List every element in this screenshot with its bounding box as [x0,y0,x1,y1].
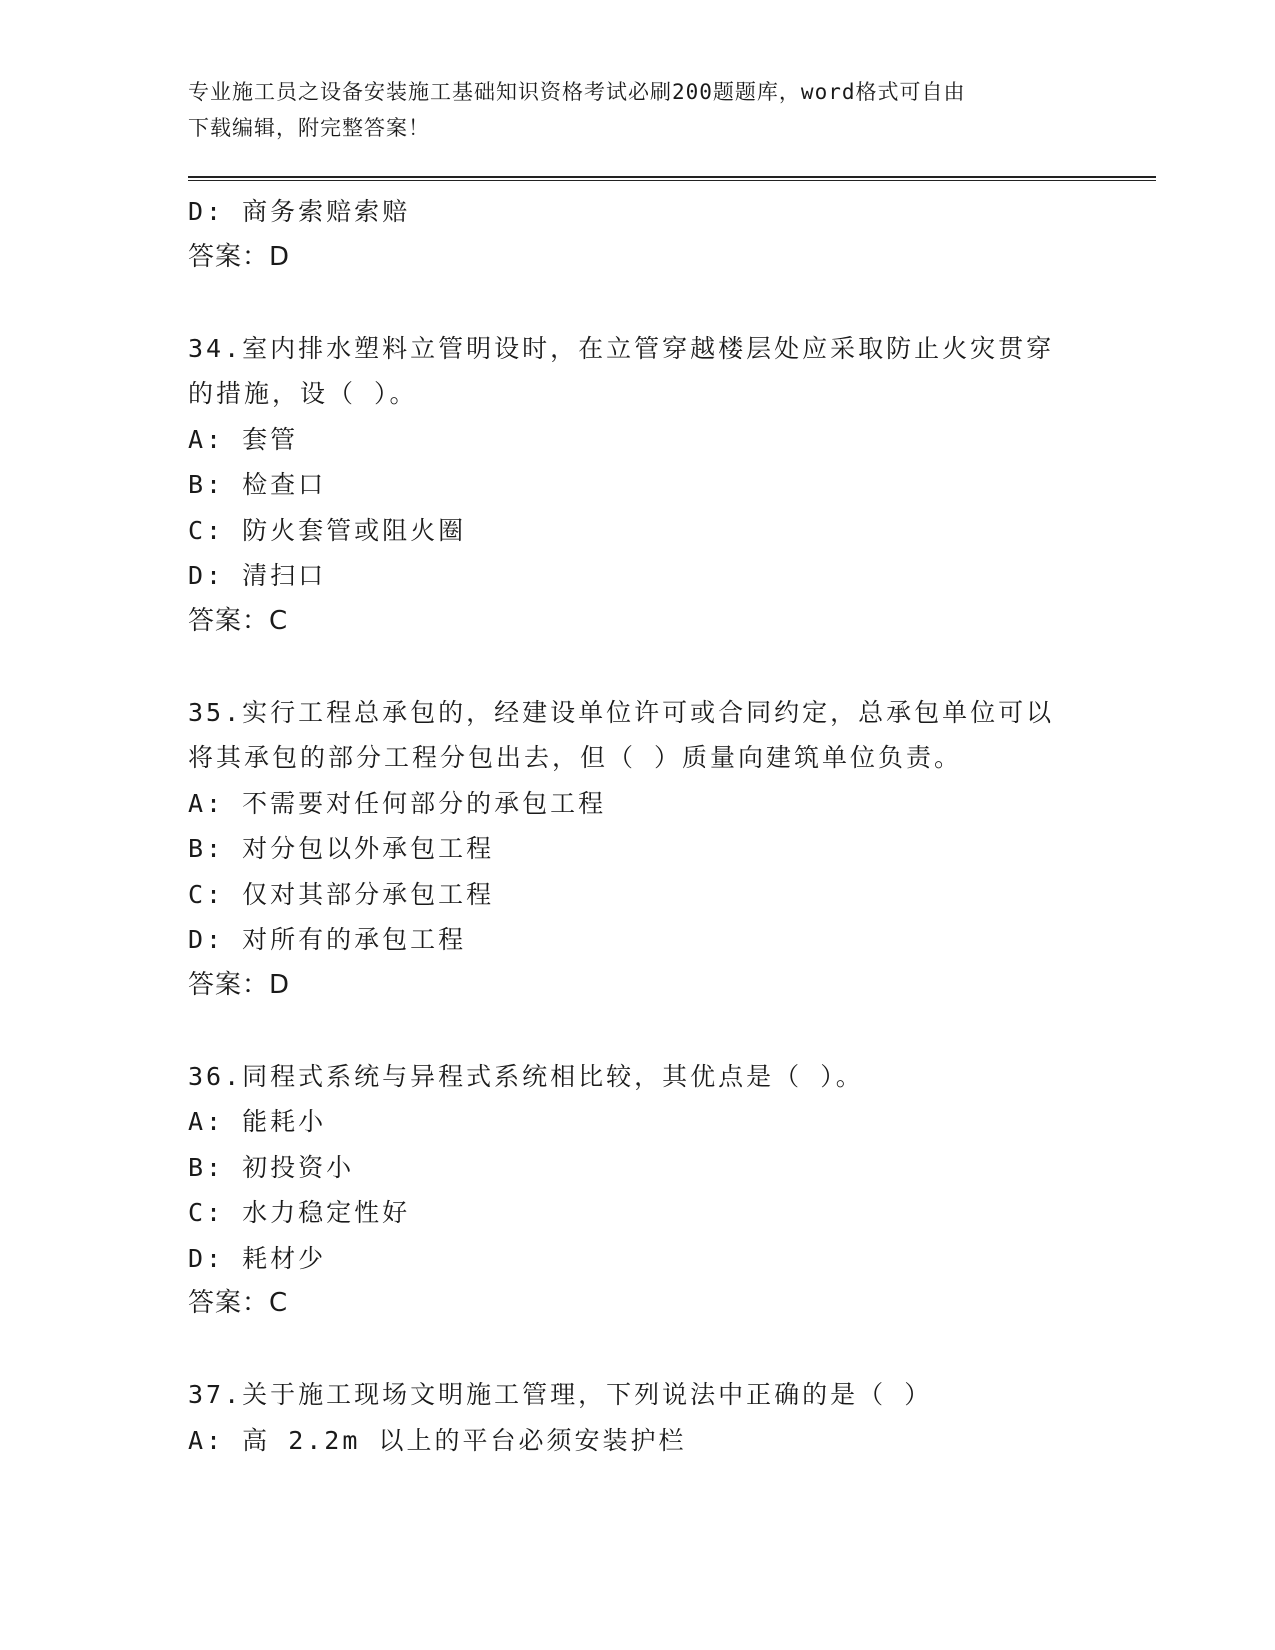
option-a: A: 能耗小 [188,1107,327,1136]
question-stem-line-1: 37.关于施工现场文明施工管理，下列说法中正确的是（ ） [188,1380,933,1409]
answer-line: 答案：D [188,241,291,272]
option-b: B: 检查口 [188,470,327,499]
spacer [188,1327,1088,1373]
spacer [188,644,1088,690]
answer-line: 答案：D [188,969,291,1000]
option-a: A: 高 2.2m 以上的平台必须安装护栏 [188,1425,687,1455]
question-35 [188,690,1088,1009]
option-d: D: 清扫口 [188,561,327,590]
option-c: C: 仅对其部分承包工程 [188,879,495,909]
spacer [188,1008,1088,1054]
answer-line: 答案：C [188,1288,289,1318]
option-a: A: 套管 [188,424,299,454]
question-stem-line-2: 将其承包的部分工程分包出去，但（ ）质量向建筑单位负责。 [188,743,963,772]
option-b: B: 初投资小 [188,1152,355,1182]
question-stem-line-2: 的措施，设（ ）。 [188,379,418,408]
option-c: C: 水力稳定性好 [188,1198,411,1227]
option-b: B: 对分包以外承包工程 [188,834,495,863]
answer-line: 答案：C [188,605,289,636]
question-37 [188,1372,1088,1463]
question-stem-line-1: 34.室内排水塑料立管明设时，在立管穿越楼层处应采取防止火灾贯穿 [188,333,1055,363]
option-d: D: 商务索赔索赔 [188,197,411,226]
header-title-line-2: 下载编辑，附完整答案！ [188,116,430,140]
document-header [188,74,1088,146]
option-d: D: 对所有的承包工程 [188,925,467,954]
question-list [188,189,1088,1463]
header-divider [188,176,1156,181]
option-d: D: 耗材少 [188,1243,327,1273]
question-stem-line-1: 35.实行工程总承包的，经建设单位许可或合同约定，总承包单位可以 [188,697,1055,727]
option-c: C: 防火套管或阻火圈 [188,515,467,545]
header-title-line-1: 专业施工员之设备安装施工基础知识资格考试必刷200题题库，word格式可自由 [188,80,966,104]
question-fragment [188,189,1088,280]
question-34 [188,326,1088,645]
question-36 [188,1054,1088,1327]
option-a: A: 不需要对任何部分的承包工程 [188,788,607,818]
spacer [188,280,1088,326]
question-stem-line-1: 36.同程式系统与异程式系统相比较，其优点是（ ）。 [188,1061,864,1091]
